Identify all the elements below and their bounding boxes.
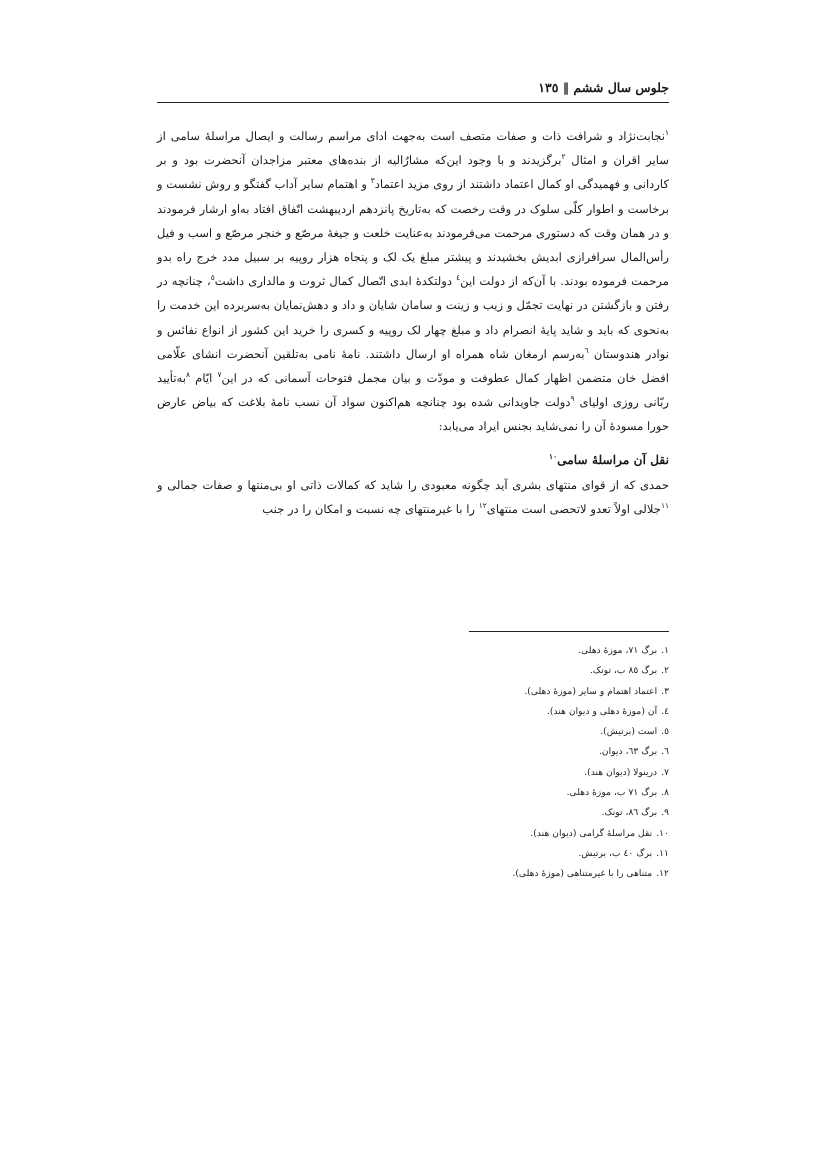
footnote-number: ٤. bbox=[661, 705, 669, 717]
footnote-number: ٧. bbox=[661, 766, 669, 778]
footnote-text: برگ ٦٣، دیوان. bbox=[598, 746, 658, 758]
footnote-marker: ٤ bbox=[456, 273, 461, 283]
footnote-marker: ١١ bbox=[660, 500, 669, 510]
footnote-marker: ١٠ bbox=[549, 451, 558, 461]
footnote-number: ١٠. bbox=[656, 827, 669, 839]
footnote-marker: ١٢ bbox=[478, 500, 487, 510]
footnote-text: برگ ٤٠ ب، برتیش. bbox=[578, 847, 653, 859]
text-run: به‌تأیید ربّانی روزی اولیای bbox=[157, 371, 669, 410]
main-text bbox=[157, 124, 669, 521]
footnote-item bbox=[400, 803, 669, 823]
paragraph-2 bbox=[157, 473, 669, 521]
footnote-rule bbox=[469, 631, 669, 632]
text-run: نجابت‌نژاد و شرافت ذات و صفات متصف است به‌جهت ادای مراسم رسالت و ایصال مراسلهٔ سامی از سایر اقران و امثال bbox=[157, 129, 669, 168]
footnote-number: ٨. bbox=[661, 787, 669, 799]
footnote-item bbox=[400, 682, 669, 702]
text-run: ایّام bbox=[190, 371, 218, 386]
text-run: جلالی اولاً تعدو لاتحصی است منتهای bbox=[486, 501, 661, 516]
footnote-marker: ٢ bbox=[561, 152, 566, 162]
footnote-text: برگ ٧١، موزهٔ دهلی. bbox=[578, 645, 658, 656]
footnote-item bbox=[400, 742, 669, 762]
section-heading-text: نقل آن مراسلهٔ سامی bbox=[557, 452, 669, 467]
footnote-number: ١. bbox=[661, 645, 669, 656]
section-heading bbox=[157, 447, 669, 473]
footnote-number: ٣. bbox=[661, 685, 669, 697]
footnote-item bbox=[400, 864, 669, 884]
footnote-text: است (برتیش). bbox=[600, 726, 658, 738]
header-rule bbox=[157, 102, 669, 103]
footnote-item bbox=[400, 702, 669, 722]
text-run: ، چنانچه در رفتن و بازگشتن در نهایت تجمّل و زیب و زینت و سامان شایان و داد و دهش‌نمایان به‌سربرده این خدمت را به‌نحوی که باید و شاید پایهٔ انصرام داد و مبلغ چهار لک روپیه و کسری را خرید این کشور از انواع نفائس و نوادر هندوستان bbox=[157, 274, 669, 361]
footnote-item bbox=[400, 844, 669, 864]
running-header: جلوس سال ششم ‖ ١٣٥ bbox=[538, 80, 669, 95]
footnote-number: ٩. bbox=[661, 807, 669, 819]
footnote-item bbox=[400, 783, 669, 803]
footnote-text: برگ ٨٥ ب، تونک. bbox=[590, 665, 658, 677]
footnote-item bbox=[400, 824, 669, 844]
footnote-marker: ١ bbox=[664, 128, 669, 138]
footnote-item bbox=[400, 641, 669, 661]
text-run: به‌رسم ارمغان شاه همراه او ارسال داشتند. نامهٔ نامی به‌تلقین آنحضرت انشای علّامی افضل خان متضمن اظهار کمال عطوفت و مودّت و بیان مجمل فتوحات آسمانی که در این bbox=[157, 346, 669, 386]
footnote-number: ١١. bbox=[656, 847, 669, 859]
footnote-text: متناهی را با غیرمتناهی (موزهٔ دهلی). bbox=[512, 868, 653, 880]
footnote-item bbox=[400, 722, 669, 742]
footnote-number: ٥. bbox=[661, 726, 669, 738]
footnote-marker: ٦ bbox=[584, 345, 589, 355]
footnote-marker: ٥ bbox=[210, 273, 215, 283]
footnote-item bbox=[400, 661, 669, 681]
footnote-text: نقل مراسلهٔ گرامی (دیوان هند). bbox=[530, 827, 653, 839]
footnote-text: برگ ٨٦، تونک. bbox=[601, 807, 658, 819]
footnote-item bbox=[400, 763, 669, 783]
paragraph-1 bbox=[157, 124, 669, 439]
text-run: را با غیرمنتهای چه نسبت و امکان را در جنب bbox=[262, 501, 479, 516]
text-run: حمدی که از قوای منتهای بشری آید چگونه معبودی را شاید که کمالات ذاتی او بی‌منتها و صفات جمالی و bbox=[157, 477, 669, 492]
footnote-marker: ٣ bbox=[370, 176, 375, 186]
footnote-number: ٢. bbox=[661, 665, 669, 677]
footnote-text: برگ ٧١ ب، موزهٔ دهلی. bbox=[566, 787, 658, 799]
text-run: برگزیدند و با وجود این‌که مشارٌالیه از بنده‌های معتبر مزاجدان آنحضرت بود و بر کاردانی و فهمیدگی او کمال اعتماد داشتند از روی مزید اعتماد bbox=[157, 153, 669, 192]
text-run: و اهتمام سایر آداب گفتگو و روش نشست و برخاست و اطوار کلّی سلوک در وقت رخصت که به‌تاریخ پانزدهم اردیبهشت اتّفاق افتاد به‌او ارشار فرمودند و در همان وقت که دستوری مرحمت می‌فرمودند به‌عنایت خلعت و جیغهٔ مرصّع و خنجر مرصّع و اسب و فیل رأس‌المال سرافرازی ابدیش بخشیدند و پیشتر مبلغ یک لک و پنجاه هزار روپیه بر سبیل مدد خرج راه بدو مرحمت فرموده بودند. با آن‌که از دولت این bbox=[157, 177, 669, 289]
text-run: دولتکدهٔ ابدی اتّصال کمال ثروت و مالداری داشت bbox=[214, 274, 457, 289]
footnote-number: ١٢. bbox=[656, 868, 669, 880]
footnote-text: اعتماد اهتمام و سایر (موزهٔ دهلی). bbox=[524, 685, 658, 697]
footnote-text: آن (موزهٔ دهلی و دیوان هند). bbox=[547, 705, 658, 717]
text-run: دولت جاویدانی شده بود چنانچه هم‌اکنون سواد آن نسب نامهٔ بلاغت که بیاض عارض حورا مسودهٔ آن را نمی‌شاید بجنس ایراد می‌یابد: bbox=[157, 395, 669, 434]
footnote-number: ٦. bbox=[661, 746, 669, 758]
footnote-marker: ٧ bbox=[217, 370, 222, 380]
footnote-marker: ٩ bbox=[570, 394, 575, 404]
footnote-text: درینولا (دیوان هند). bbox=[584, 766, 658, 778]
footnote-marker: ٨ bbox=[186, 370, 191, 380]
footnotes-list bbox=[400, 641, 669, 885]
